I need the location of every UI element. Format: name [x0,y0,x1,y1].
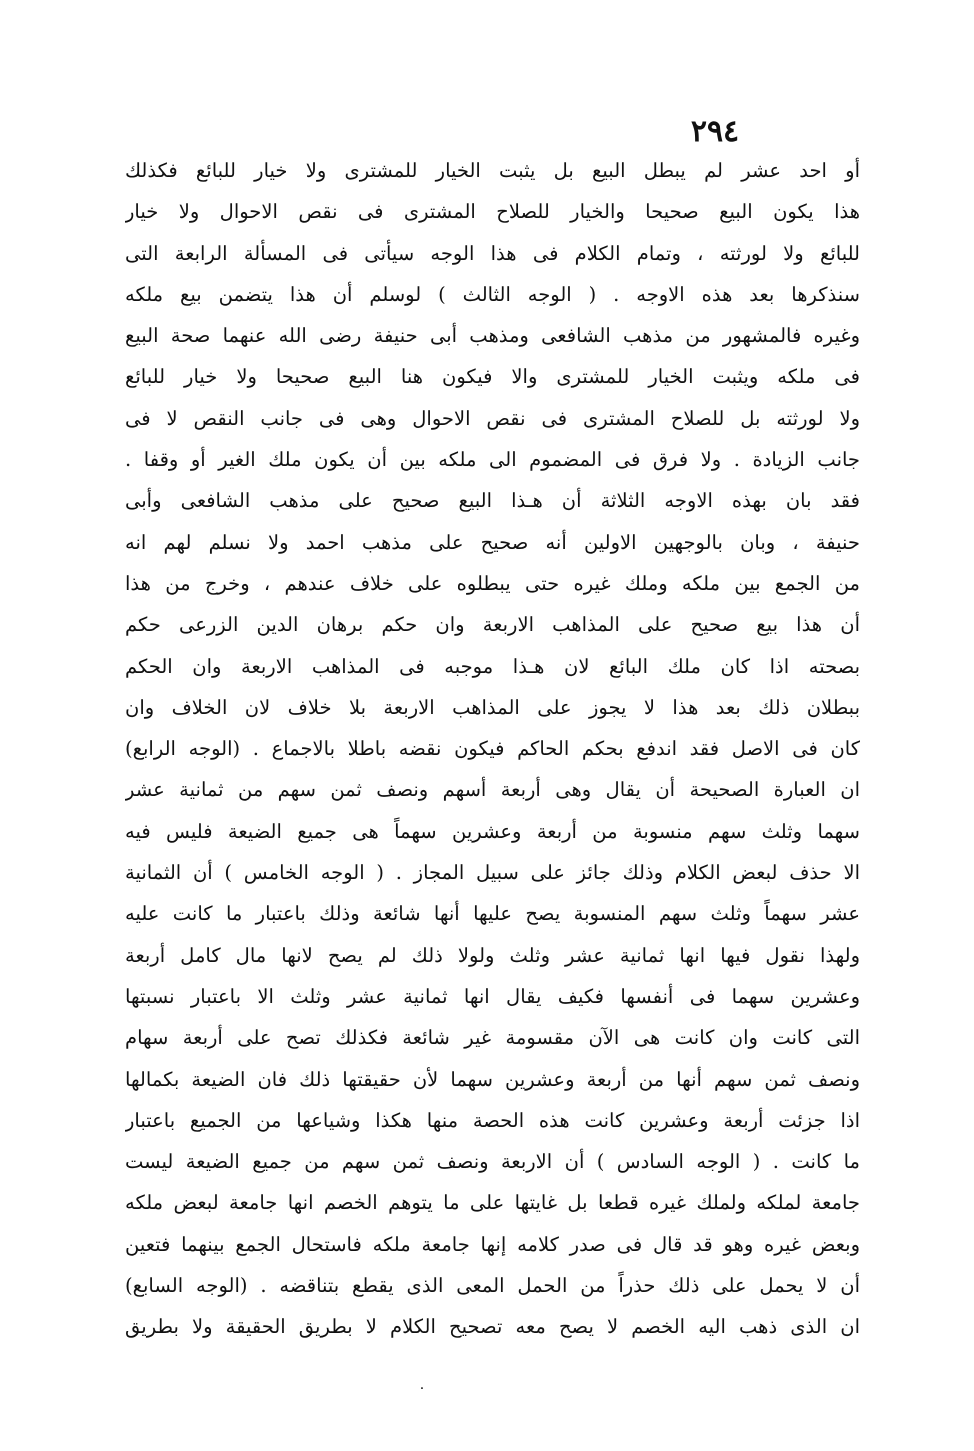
page-number: ٢٩٤ [690,114,740,149]
text-line: سهما وثلث سهم منسوبة من أربعة وعشرين سهماً هى جميع الضيعة فليس فيه [125,819,860,843]
text-line: للبائع ولا لورثته ، وتمام الكلام فى هذا الوجه سيأتى فى المسألة الرابعة التى [125,241,860,265]
text-line: أو احد عشر لم يبطل البيع بل يثبت الخيار للمشترى ولا خيار للبائع فكذلك [125,159,860,182]
text-line: أن هذا بيع صحيح على المذاهب الاربعة وان حكم برهان الدين الزرعى حكم [125,613,860,637]
text-line: اذا جزئت أربعة وعشرين كانت هذه الحصة منها هكذا وشياعها من الجميع باعتبار [125,1108,860,1132]
text-line: ببطلان ذلك بعد هذا لا يجوز على المذاهب الاربعة بلا خلاف لان الخلاف وان [125,695,860,719]
text-line: ولا لورثته بل للصلاح المشترى فى نقص الاحوال وهى فى جانب النقص لا فى [125,406,860,430]
text-line: بصحته اذا كان ملك البائع لان هـذا موجبه فى المذاهب الاربعة وان الحكم [125,654,860,678]
text-line: وغيره فالمشهور من مذهب الشافعى ومذهب أبى حنيفة رضى الله عنهما صحة البيع [125,324,860,348]
text-line: ان الذى ذهب اليه الخصم لا يصح معه تصحيح الكلام لا بطريق الحقيقة ولا بطريق [125,1315,860,1339]
text-line: هذا يكون البيع صحيحا والخيار للصلاح المشترى فى نقص الاحوال ولا خيار [125,200,860,224]
text-line: أن لا يحمل على ذلك حذراً من الحمل المعى الذى يقطع بتناقضه . (الوجه السابع) [125,1274,860,1298]
text-line: حنيفة ، وبان بالوجهين الاولين أنه صحيح على مذهب احمد ولا نسلم لهم انه [125,530,860,554]
text-line: سنذكرها بعد هذه الاوجه . ( الوجه الثالث ) لوسلم أن هذا يتضمن بيع ملكه [125,282,860,306]
text-line: الا حذف لبعض الكلام وذلك جائز على سبيل المجاز . ( الوجه الخامس ) أن الثمانية [125,861,860,885]
text-line: جامعة لملكه ولملك غيره قطعا بل غايتها على ما يتوهم الخصم انها جامعة لبعض ملكه [125,1191,860,1215]
text-line: عشر سهماً وثلث سهم المنسوبة يصح عليها أنها شائعة وذلك باعتبار ما كانت عليه [125,902,860,926]
body-text [125,150,860,1348]
text-line: فقد بان بهذه الاوجه الثلاثة أن هـذا البيع صحيح على مذهب الشافعى وأبى [125,489,860,513]
text-line: من الجمع بين ملكه وملك غيره حتى يبطلوه على خلاف عندهم ، وخرج من هذا [125,571,860,595]
text-line: فى ملكه ويثبت الخيار للمشترى والا فيكون هنا البيع صحيحا ولا خيار للبائع [125,365,860,389]
text-line: ونصف ثمن سهم أنها من أربعة وعشرين سهما لأن حقيقتها ذلك فان الضيعة بكمالها [125,1067,860,1091]
text-line: جانب الزيادة . ولا فرق فى المضموم الى ملكه بين أن يكون ملك الغير أو وقفا . [125,448,860,472]
text-line: ان العبارة الصحيحة أن يقال وهى أربعة أسهم ونصف ثمن سهم من ثمانية عشر [125,778,860,802]
text-line: ولهذا نقول فيها انها ثمانية عشر وثلث ولولا ذلك لم يصح لانها مال كامل أربعة [125,943,860,967]
text-line: التى كانت وان كانت هى الآن مقسومة غير شائعة فكذلك تصح على أربعة سهام [125,1026,860,1050]
footer-mark: . [419,1377,425,1393]
text-line: ما كانت . ( الوجه السادس ) أن الاربعة ونصف ثمن سهم من جميع الضيعة ليست [125,1150,860,1174]
text-line: وعشرين سهما فى أنفسها فكيف يقال انها ثمانية عشر وثلث الا باعتبار نسبتها [125,984,860,1008]
text-line: وبعض غيره وهو قد قال فى صدر كلامه إنها جامعة ملكه فاستحال الجمع بينهما فتعين [125,1232,860,1256]
text-line: كان فى الاصل فقد اندفع بحكم الحاكم فيكون نقضه باطلا بالاجماع . (الوجه الرابع) [125,737,860,761]
